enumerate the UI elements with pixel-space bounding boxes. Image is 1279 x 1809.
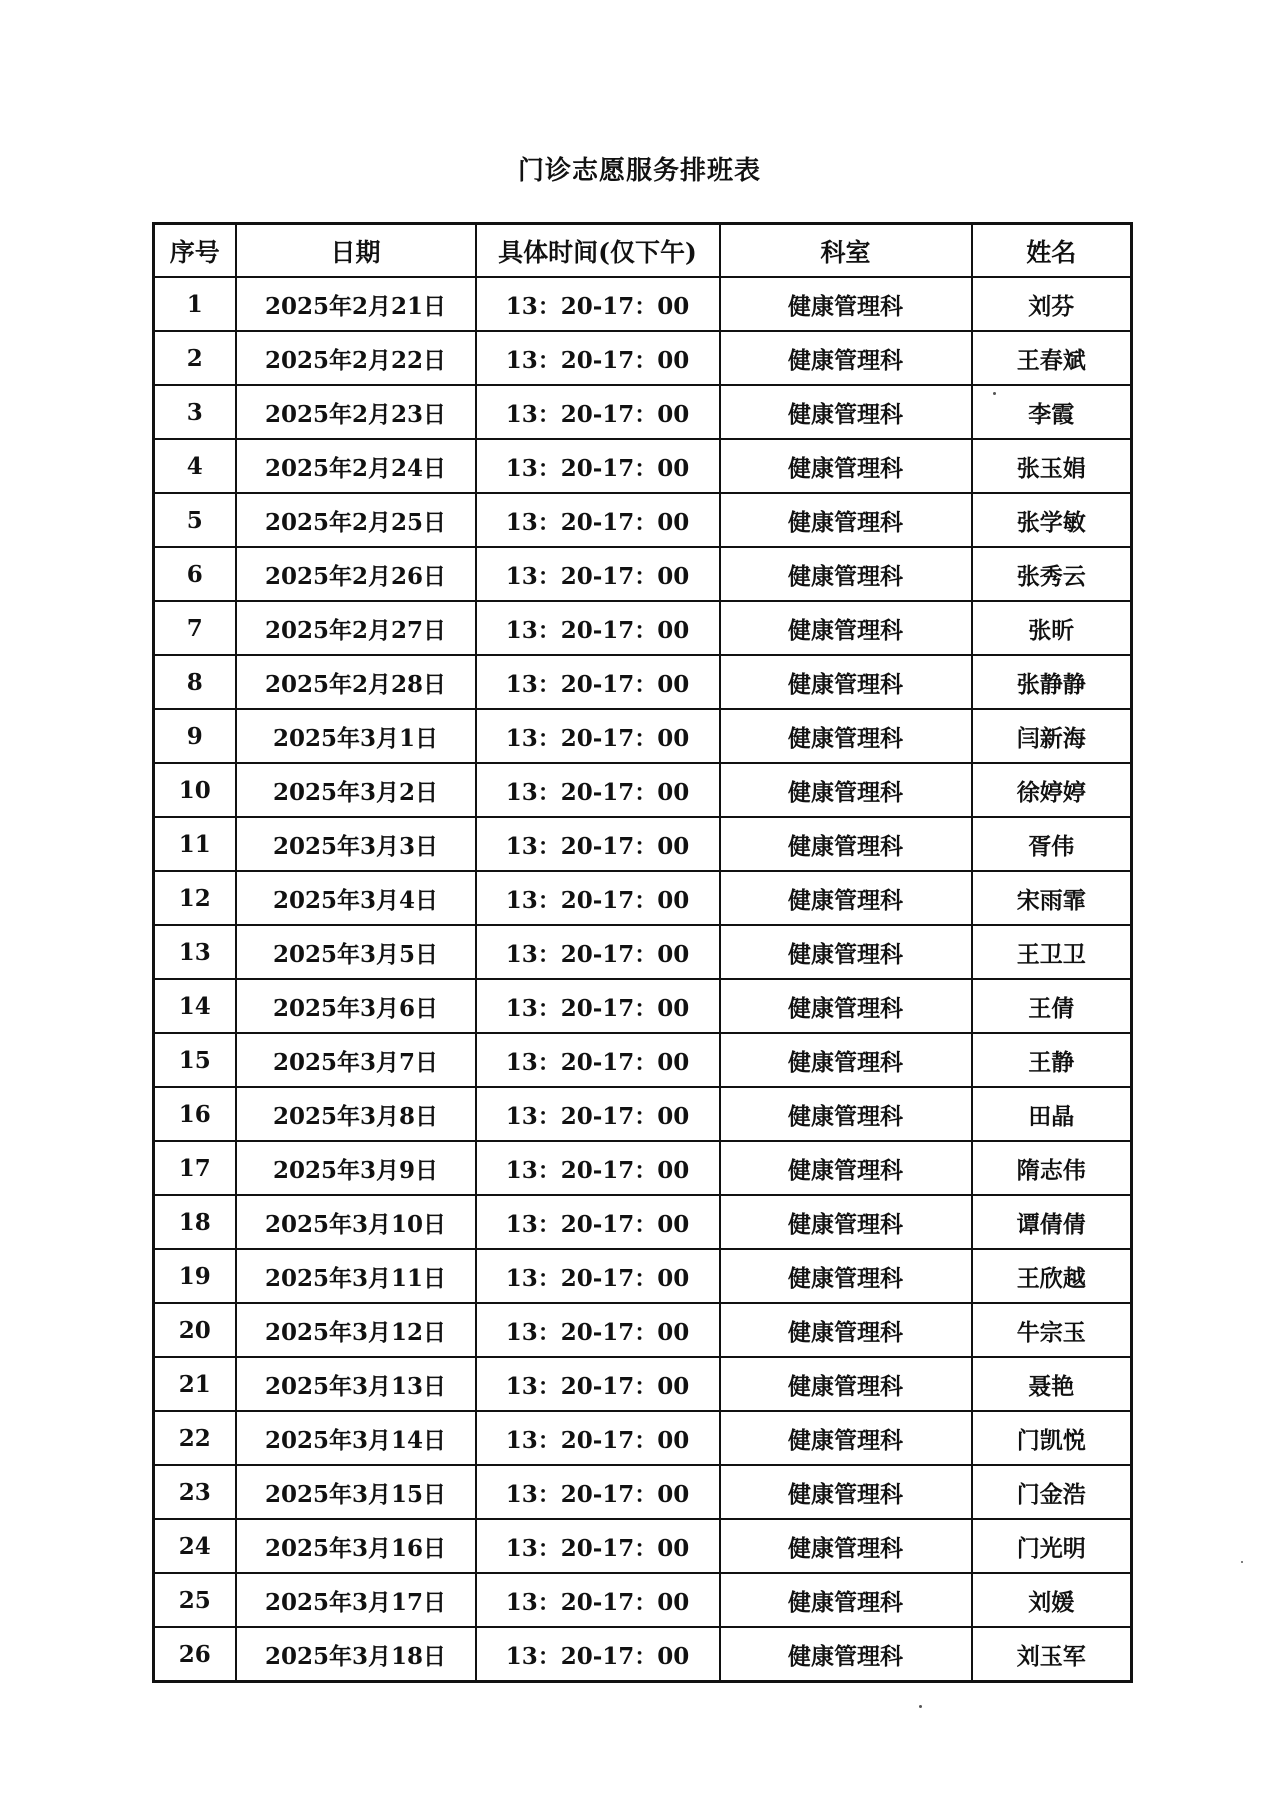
cell-dept: 健康管理科 (720, 817, 972, 871)
cell-name: 刘媛 (972, 1573, 1132, 1627)
table-row (154, 1303, 1132, 1357)
cell-no: 19 (154, 1249, 236, 1303)
cell-dept: 健康管理科 (720, 439, 972, 493)
table-body (154, 277, 1132, 1682)
table-row (154, 655, 1132, 709)
table-row (154, 1465, 1132, 1519)
table-row (154, 709, 1132, 763)
cell-date: 2025年3月15日 (236, 1465, 476, 1519)
cell-dept: 健康管理科 (720, 331, 972, 385)
cell-time: 13：20-17：00 (476, 763, 720, 817)
cell-dept: 健康管理科 (720, 1141, 972, 1195)
cell-dept: 健康管理科 (720, 601, 972, 655)
cell-dept: 健康管理科 (720, 925, 972, 979)
table-row (154, 1249, 1132, 1303)
table-row (154, 493, 1132, 547)
header-row (154, 224, 1132, 278)
cell-time: 13：20-17：00 (476, 1627, 720, 1682)
cell-name: 张学敏 (972, 493, 1132, 547)
cell-name: 王静 (972, 1033, 1132, 1087)
cell-time: 13：20-17：00 (476, 1141, 720, 1195)
cell-name: 田晶 (972, 1087, 1132, 1141)
table-row (154, 277, 1132, 331)
page-title: 门诊志愿服务排班表 (517, 156, 761, 186)
cell-date: 2025年3月11日 (236, 1249, 476, 1303)
cell-dept: 健康管理科 (720, 547, 972, 601)
cell-no: 24 (154, 1519, 236, 1573)
cell-time: 13：20-17：00 (476, 1303, 720, 1357)
header-cell-time: 具体时间(仅下午) (476, 224, 720, 278)
cell-dept: 健康管理科 (720, 709, 972, 763)
cell-dept: 健康管理科 (720, 763, 972, 817)
table-row (154, 601, 1132, 655)
cell-time: 13：20-17：00 (476, 439, 720, 493)
cell-time: 13：20-17：00 (476, 817, 720, 871)
cell-name: 宋雨霏 (972, 871, 1132, 925)
cell-name: 刘芬 (972, 277, 1132, 331)
cell-time: 13：20-17：00 (476, 709, 720, 763)
cell-name: 门光明 (972, 1519, 1132, 1573)
cell-date: 2025年2月26日 (236, 547, 476, 601)
cell-no: 7 (154, 601, 236, 655)
table-row (154, 925, 1132, 979)
cell-no: 9 (154, 709, 236, 763)
cell-date: 2025年3月13日 (236, 1357, 476, 1411)
cell-dept: 健康管理科 (720, 1627, 972, 1682)
cell-no: 12 (154, 871, 236, 925)
table-row (154, 1033, 1132, 1087)
cell-dept: 健康管理科 (720, 385, 972, 439)
table-row (154, 1411, 1132, 1465)
cell-name: 门凯悦 (972, 1411, 1132, 1465)
cell-name: 李霞 (972, 385, 1132, 439)
cell-time: 13：20-17：00 (476, 493, 720, 547)
cell-no: 15 (154, 1033, 236, 1087)
cell-dept: 健康管理科 (720, 277, 972, 331)
cell-time: 13：20-17：00 (476, 655, 720, 709)
cell-name: 聂艳 (972, 1357, 1132, 1411)
cell-dept: 健康管理科 (720, 1087, 972, 1141)
cell-date: 2025年3月10日 (236, 1195, 476, 1249)
cell-name: 张昕 (972, 601, 1132, 655)
scan-speck (919, 1705, 922, 1708)
cell-date: 2025年3月4日 (236, 871, 476, 925)
cell-no: 5 (154, 493, 236, 547)
cell-date: 2025年3月17日 (236, 1573, 476, 1627)
table-row (154, 1087, 1132, 1141)
table-row (154, 1627, 1132, 1682)
cell-no: 10 (154, 763, 236, 817)
cell-date: 2025年3月6日 (236, 979, 476, 1033)
cell-time: 13：20-17：00 (476, 1519, 720, 1573)
cell-name: 徐婷婷 (972, 763, 1132, 817)
cell-date: 2025年3月3日 (236, 817, 476, 871)
cell-time: 13：20-17：00 (476, 385, 720, 439)
table-row (154, 439, 1132, 493)
cell-date: 2025年3月1日 (236, 709, 476, 763)
cell-time: 13：20-17：00 (476, 871, 720, 925)
schedule-table (152, 222, 1133, 1683)
cell-no: 25 (154, 1573, 236, 1627)
cell-name: 刘玉军 (972, 1627, 1132, 1682)
table-row (154, 1519, 1132, 1573)
cell-no: 11 (154, 817, 236, 871)
cell-time: 13：20-17：00 (476, 277, 720, 331)
cell-name: 王春斌 (972, 331, 1132, 385)
cell-date: 2025年2月27日 (236, 601, 476, 655)
cell-date: 2025年3月12日 (236, 1303, 476, 1357)
cell-no: 14 (154, 979, 236, 1033)
cell-dept: 健康管理科 (720, 493, 972, 547)
cell-name: 王倩 (972, 979, 1132, 1033)
cell-date: 2025年2月24日 (236, 439, 476, 493)
cell-no: 13 (154, 925, 236, 979)
cell-name: 胥伟 (972, 817, 1132, 871)
cell-name: 门金浩 (972, 1465, 1132, 1519)
cell-time: 13：20-17：00 (476, 1411, 720, 1465)
table-row (154, 979, 1132, 1033)
cell-date: 2025年2月28日 (236, 655, 476, 709)
cell-name: 隋志伟 (972, 1141, 1132, 1195)
cell-time: 13：20-17：00 (476, 925, 720, 979)
cell-time: 13：20-17：00 (476, 331, 720, 385)
cell-dept: 健康管理科 (720, 1303, 972, 1357)
cell-no: 1 (154, 277, 236, 331)
cell-no: 21 (154, 1357, 236, 1411)
cell-name: 牛宗玉 (972, 1303, 1132, 1357)
table-row (154, 331, 1132, 385)
scan-speck (993, 392, 996, 395)
table-row (154, 871, 1132, 925)
cell-date: 2025年2月23日 (236, 385, 476, 439)
cell-date: 2025年3月18日 (236, 1627, 476, 1682)
cell-date: 2025年3月9日 (236, 1141, 476, 1195)
cell-name: 张秀云 (972, 547, 1132, 601)
table-row (154, 817, 1132, 871)
scan-speck (1241, 1561, 1243, 1563)
cell-dept: 健康管理科 (720, 1411, 972, 1465)
cell-date: 2025年3月8日 (236, 1087, 476, 1141)
cell-dept: 健康管理科 (720, 1465, 972, 1519)
cell-name: 王欣越 (972, 1249, 1132, 1303)
cell-no: 23 (154, 1465, 236, 1519)
cell-date: 2025年3月2日 (236, 763, 476, 817)
table-row (154, 1141, 1132, 1195)
cell-time: 13：20-17：00 (476, 547, 720, 601)
table-row (154, 547, 1132, 601)
table-row (154, 1357, 1132, 1411)
cell-no: 16 (154, 1087, 236, 1141)
cell-no: 8 (154, 655, 236, 709)
cell-dept: 健康管理科 (720, 871, 972, 925)
cell-date: 2025年2月21日 (236, 277, 476, 331)
cell-date: 2025年3月7日 (236, 1033, 476, 1087)
cell-name: 张玉娟 (972, 439, 1132, 493)
cell-no: 22 (154, 1411, 236, 1465)
cell-time: 13：20-17：00 (476, 1195, 720, 1249)
table-row (154, 763, 1132, 817)
header-cell-no: 序号 (154, 224, 236, 278)
cell-no: 26 (154, 1627, 236, 1682)
cell-dept: 健康管理科 (720, 1573, 972, 1627)
cell-no: 18 (154, 1195, 236, 1249)
cell-no: 4 (154, 439, 236, 493)
table-row (154, 385, 1132, 439)
cell-date: 2025年3月16日 (236, 1519, 476, 1573)
header-cell-date: 日期 (236, 224, 476, 278)
cell-name: 王卫卫 (972, 925, 1132, 979)
cell-no: 2 (154, 331, 236, 385)
cell-time: 13：20-17：00 (476, 1465, 720, 1519)
cell-name: 张静静 (972, 655, 1132, 709)
cell-no: 20 (154, 1303, 236, 1357)
cell-dept: 健康管理科 (720, 1033, 972, 1087)
cell-dept: 健康管理科 (720, 979, 972, 1033)
cell-dept: 健康管理科 (720, 1249, 972, 1303)
header-cell-name: 姓名 (972, 224, 1132, 278)
cell-time: 13：20-17：00 (476, 1033, 720, 1087)
cell-date: 2025年2月22日 (236, 331, 476, 385)
cell-time: 13：20-17：00 (476, 1573, 720, 1627)
cell-no: 3 (154, 385, 236, 439)
cell-time: 13：20-17：00 (476, 1357, 720, 1411)
cell-date: 2025年2月25日 (236, 493, 476, 547)
table-row (154, 1195, 1132, 1249)
cell-no: 17 (154, 1141, 236, 1195)
cell-no: 6 (154, 547, 236, 601)
cell-dept: 健康管理科 (720, 1357, 972, 1411)
cell-time: 13：20-17：00 (476, 1087, 720, 1141)
cell-time: 13：20-17：00 (476, 601, 720, 655)
cell-name: 谭倩倩 (972, 1195, 1132, 1249)
header-cell-dept: 科室 (720, 224, 972, 278)
cell-name: 闫新海 (972, 709, 1132, 763)
cell-date: 2025年3月14日 (236, 1411, 476, 1465)
cell-dept: 健康管理科 (720, 1519, 972, 1573)
cell-dept: 健康管理科 (720, 655, 972, 709)
cell-time: 13：20-17：00 (476, 979, 720, 1033)
cell-date: 2025年3月5日 (236, 925, 476, 979)
cell-dept: 健康管理科 (720, 1195, 972, 1249)
table-row (154, 1573, 1132, 1627)
cell-time: 13：20-17：00 (476, 1249, 720, 1303)
